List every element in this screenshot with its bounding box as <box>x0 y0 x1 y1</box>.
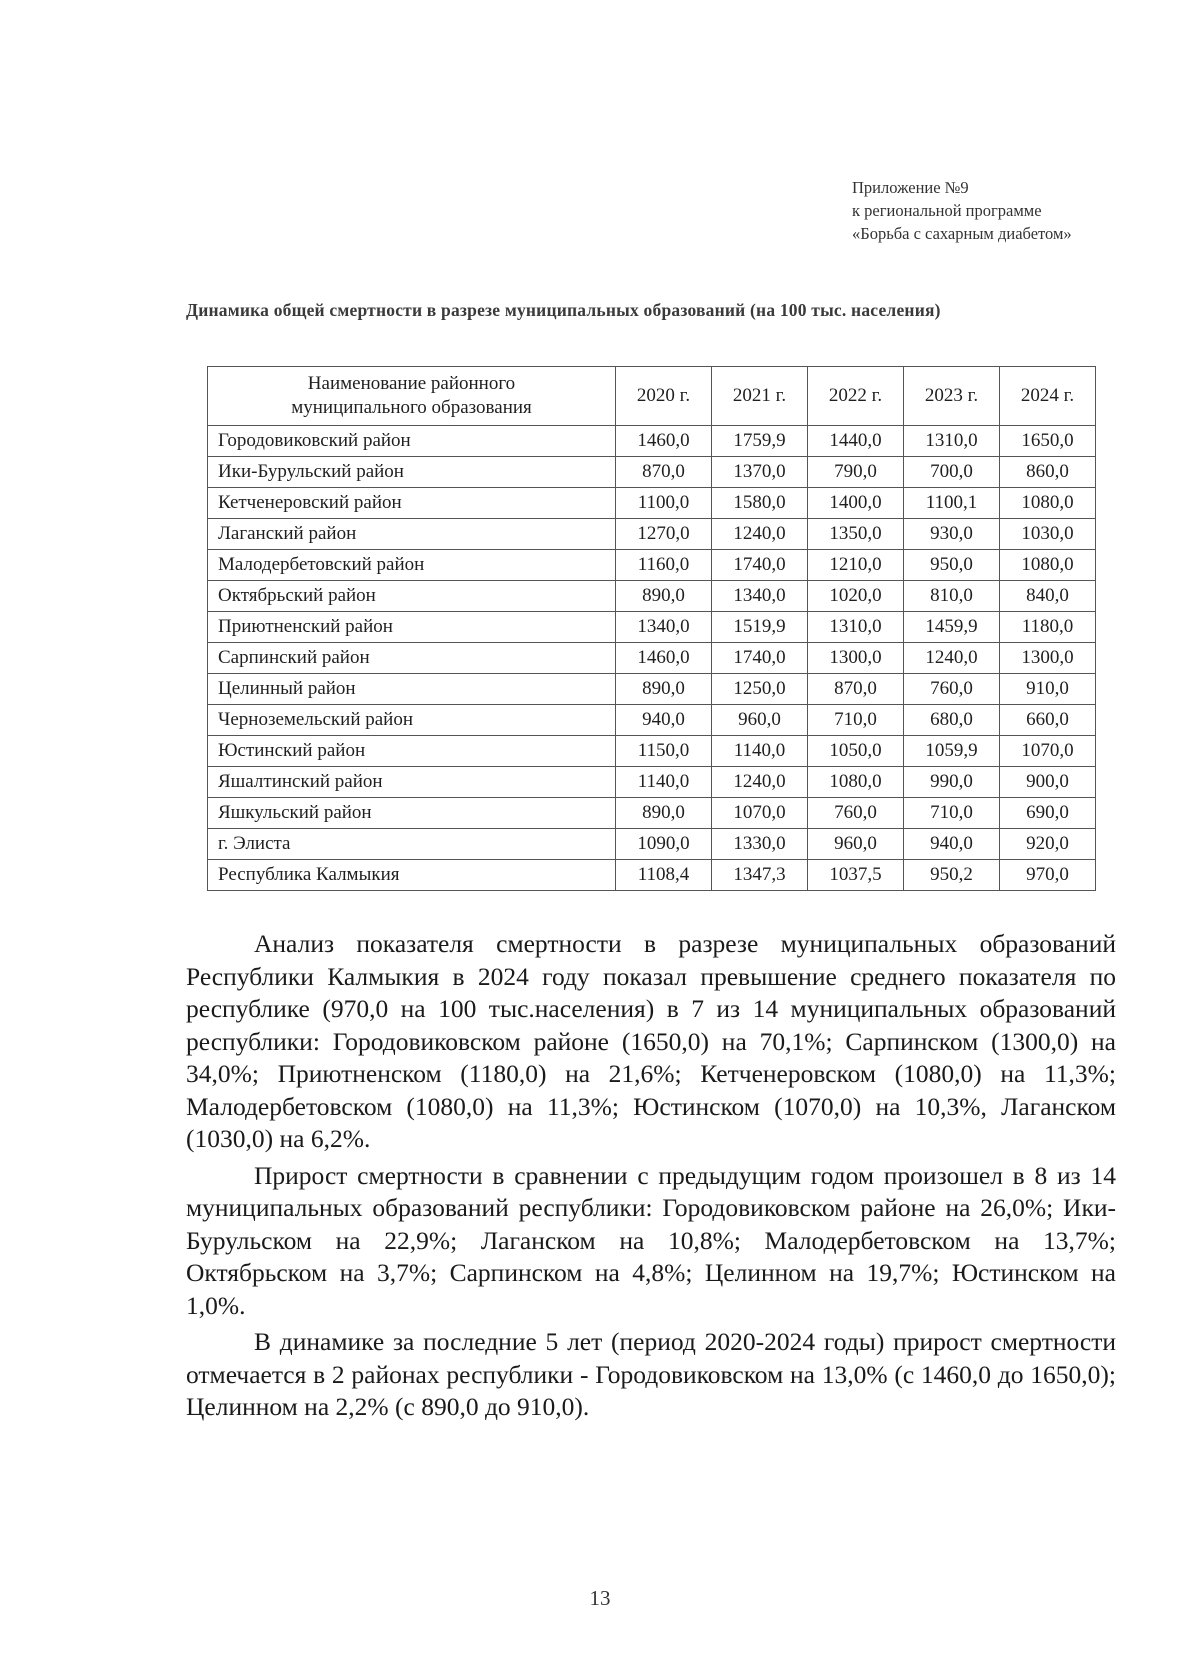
table-row <box>208 519 1096 550</box>
cell-2022: 1080,0 <box>808 767 904 798</box>
header-year-2021: 2021 г. <box>712 367 808 426</box>
cell-2021: 1340,0 <box>712 581 808 612</box>
cell-2021: 1740,0 <box>712 550 808 581</box>
cell-2022: 760,0 <box>808 798 904 829</box>
table-row <box>208 457 1096 488</box>
table-row-total <box>208 860 1096 891</box>
cell-2022: 960,0 <box>808 829 904 860</box>
cell-2020: 1340,0 <box>616 612 712 643</box>
paragraph-1: Анализ показателя смертности в разрезе муниципальных образований Республики Калмыкия в 2024 году показал превышение среднего показателя по республике (970,0 на 100 тыс.населения) в 7 из 14 муниципальных образований республики: Городовиковском районе (1650,0) на 70,1%; Сарпинском (1300,0) на 34,0%; Приютненском (1180,0) на 21,6%; Кетченеровском (1080,0) на 11,3%; Малодербетовском (1080,0) на 11,3%; Юстинском (1070,0) на 10,3%, Лаганском (1030,0) на 6,2%. <box>186 929 1116 1153</box>
cell-2022: 1210,0 <box>808 550 904 581</box>
cell-2024: 660,0 <box>1000 705 1096 736</box>
cell-2021: 1140,0 <box>712 736 808 767</box>
cell-2020: 1150,0 <box>616 736 712 767</box>
cell-2024: 1080,0 <box>1000 488 1096 519</box>
cell-2020: 890,0 <box>616 798 712 829</box>
cell-2024: 690,0 <box>1000 798 1096 829</box>
cell-2020: 940,0 <box>616 705 712 736</box>
cell-2021: 1759,9 <box>712 426 808 457</box>
row-name: Целинный район <box>208 674 616 705</box>
cell-2021: 1519,9 <box>712 612 808 643</box>
cell-2023: 680,0 <box>904 705 1000 736</box>
table-row <box>208 767 1096 798</box>
table-row <box>208 829 1096 860</box>
table-row <box>208 736 1096 767</box>
row-name: Приютненский район <box>208 612 616 643</box>
cell-2024: 910,0 <box>1000 674 1096 705</box>
header-name-cell <box>208 367 616 426</box>
cell-2024: 1070,0 <box>1000 736 1096 767</box>
cell-2022: 710,0 <box>808 705 904 736</box>
mortality-table <box>207 366 1096 891</box>
cell-2020: 1090,0 <box>616 829 712 860</box>
row-name: Кетченеровский район <box>208 488 616 519</box>
cell-2023: 1100,1 <box>904 488 1000 519</box>
cell-2023: 760,0 <box>904 674 1000 705</box>
cell-2024: 1180,0 <box>1000 612 1096 643</box>
row-name: Яшалтинский район <box>208 767 616 798</box>
cell-2020: 1140,0 <box>616 767 712 798</box>
cell-2022: 1020,0 <box>808 581 904 612</box>
row-name: Республика Калмыкия <box>208 860 616 891</box>
cell-2024: 860,0 <box>1000 457 1096 488</box>
header-year-2022: 2022 г. <box>808 367 904 426</box>
cell-2022: 1400,0 <box>808 488 904 519</box>
cell-2023: 1240,0 <box>904 643 1000 674</box>
cell-2020: 1100,0 <box>616 488 712 519</box>
table-row <box>208 674 1096 705</box>
table-header-row <box>208 367 1096 426</box>
row-name: Черноземельский район <box>208 705 616 736</box>
header-year-2020: 2020 г. <box>616 367 712 426</box>
cell-2024: 970,0 <box>1000 860 1096 891</box>
row-name: г. Элиста <box>208 829 616 860</box>
table-row <box>208 488 1096 519</box>
appendix-line-1: Приложение №9 <box>852 178 969 197</box>
table-row <box>208 550 1096 581</box>
cell-2023: 710,0 <box>904 798 1000 829</box>
cell-2023: 1059,9 <box>904 736 1000 767</box>
cell-2022: 1300,0 <box>808 643 904 674</box>
cell-2022: 1037,5 <box>808 860 904 891</box>
appendix-line-3: «Борьба с сахарным диабетом» <box>852 224 1072 243</box>
cell-2022: 1050,0 <box>808 736 904 767</box>
table-row <box>208 643 1096 674</box>
row-name: Яшкульский район <box>208 798 616 829</box>
paragraph-3: В динамике за последние 5 лет (период 2020-2024 годы) прирост смертности отмечается в 2 районах республики - Городовиковском на 13,0% (с 1460,0 до 1650,0); Целинном на 2,2% (с 890,0 до 910,0). <box>186 1327 1116 1421</box>
cell-2022: 870,0 <box>808 674 904 705</box>
table-row <box>208 798 1096 829</box>
cell-2020: 890,0 <box>616 674 712 705</box>
cell-2023: 700,0 <box>904 457 1000 488</box>
cell-2024: 1080,0 <box>1000 550 1096 581</box>
row-name: Октябрьский район <box>208 581 616 612</box>
cell-2023: 950,0 <box>904 550 1000 581</box>
cell-2024: 920,0 <box>1000 829 1096 860</box>
row-name: Малодербетовский район <box>208 550 616 581</box>
header-year-2024: 2024 г. <box>1000 367 1096 426</box>
row-name: Лаганский район <box>208 519 616 550</box>
table-row <box>208 581 1096 612</box>
cell-2020: 1270,0 <box>616 519 712 550</box>
cell-2023: 810,0 <box>904 581 1000 612</box>
paragraph-2: Прирост смертности в сравнении с предыдущим годом произошел в 8 из 14 муниципальных образований республики: Городовиковском районе на 26,0%; Ики-Бурульском на 22,9%; Лаганском на 10,8%; Малодербетовском на 13,7%; Октябрьском на 3,7%; Сарпинском на 4,8%; Целинном на 19,7%; Юстинском на 1,0%. <box>186 1160 1116 1320</box>
appendix-note <box>852 176 1072 245</box>
cell-2023: 1310,0 <box>904 426 1000 457</box>
table-row <box>208 705 1096 736</box>
row-name: Ики-Бурульский район <box>208 457 616 488</box>
cell-2022: 790,0 <box>808 457 904 488</box>
cell-2022: 1350,0 <box>808 519 904 550</box>
cell-2023: 990,0 <box>904 767 1000 798</box>
table-row <box>208 612 1096 643</box>
cell-2021: 1370,0 <box>712 457 808 488</box>
cell-2021: 1330,0 <box>712 829 808 860</box>
analysis-text <box>186 928 1116 1428</box>
cell-2021: 1347,3 <box>712 860 808 891</box>
row-name: Юстинский район <box>208 736 616 767</box>
cell-2023: 950,2 <box>904 860 1000 891</box>
table-row <box>208 426 1096 457</box>
cell-2021: 1240,0 <box>712 519 808 550</box>
appendix-line-2: к региональной программе <box>852 201 1042 220</box>
cell-2021: 1580,0 <box>712 488 808 519</box>
cell-2020: 1160,0 <box>616 550 712 581</box>
cell-2024: 1650,0 <box>1000 426 1096 457</box>
cell-2023: 930,0 <box>904 519 1000 550</box>
document-title: Динамика общей смертности в разрезе муниципальных образований (на 100 тыс. населения) <box>186 300 941 320</box>
cell-2024: 1300,0 <box>1000 643 1096 674</box>
cell-2024: 900,0 <box>1000 767 1096 798</box>
row-name: Сарпинский район <box>208 643 616 674</box>
cell-2022: 1440,0 <box>808 426 904 457</box>
cell-2021: 1240,0 <box>712 767 808 798</box>
row-name: Городовиковский район <box>208 426 616 457</box>
cell-2022: 1310,0 <box>808 612 904 643</box>
cell-2020: 1460,0 <box>616 426 712 457</box>
header-name-line-2: муниципального образования <box>291 397 532 418</box>
cell-2023: 940,0 <box>904 829 1000 860</box>
header-year-2023: 2023 г. <box>904 367 1000 426</box>
page-number: 13 <box>589 1586 611 1610</box>
cell-2020: 870,0 <box>616 457 712 488</box>
cell-2020: 890,0 <box>616 581 712 612</box>
cell-2021: 1250,0 <box>712 674 808 705</box>
cell-2021: 960,0 <box>712 705 808 736</box>
cell-2023: 1459,9 <box>904 612 1000 643</box>
header-name-line-1: Наименование районного <box>307 373 516 394</box>
cell-2021: 1070,0 <box>712 798 808 829</box>
cell-2020: 1460,0 <box>616 643 712 674</box>
cell-2020: 1108,4 <box>616 860 712 891</box>
cell-2024: 840,0 <box>1000 581 1096 612</box>
cell-2021: 1740,0 <box>712 643 808 674</box>
cell-2024: 1030,0 <box>1000 519 1096 550</box>
